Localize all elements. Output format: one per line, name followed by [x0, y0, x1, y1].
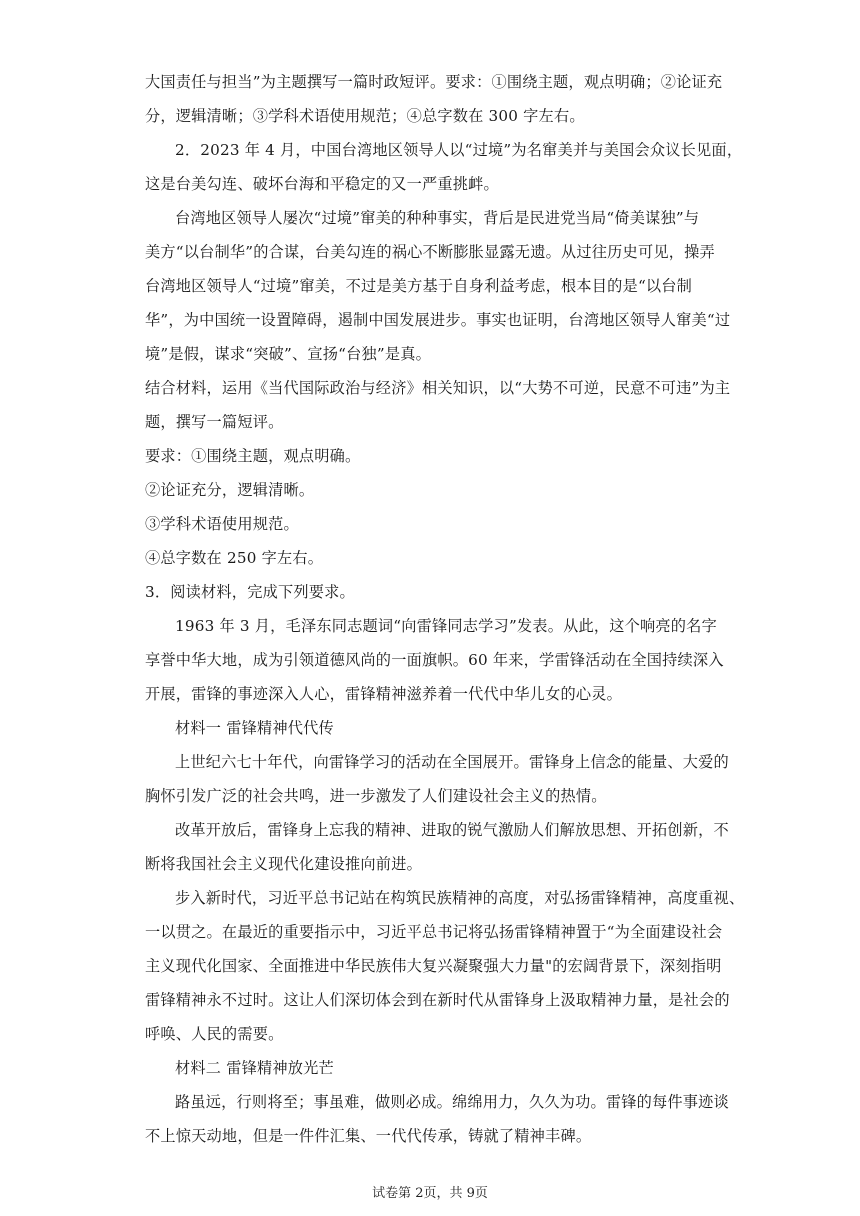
text-line: 呼唤、人民的需要。	[145, 1025, 284, 1043]
text-line: ③学科术语使用规范。	[145, 515, 299, 533]
text-line: 3．阅读材料，完成下列要求。	[145, 583, 355, 601]
text-line: 台湾地区领导人屡次“过境”窜美的种种事实，背后是民进党当局“倚美谋独”与	[175, 209, 700, 227]
text-line: 这是台美勾连、破坏台海和平稳定的又一严重挑衅。	[145, 175, 499, 193]
text-line: 境”是假，谋求“突破”、宣扬“台独”是真。	[145, 345, 432, 363]
text-line: 上世纪六七十年代，向雷锋学习的活动在全国展开。雷锋身上信念的能量、大爱的	[175, 753, 729, 771]
text-line: 要求：①围绕主题，观点明确。	[145, 447, 361, 465]
text-line: 路虽远，行则将至；事虽难，做则必成。绵绵用力，久久为功。雷锋的每件事迹谈	[175, 1093, 729, 1111]
text-line: ②论证充分，逻辑清晰。	[145, 481, 315, 499]
text-line: 主义现代化国家、全面推进中华民族伟大复兴凝聚强大力量"的宏阔背景下，深刻指明	[145, 957, 722, 975]
text-line: 断将我国社会主义现代化建设推向前进。	[145, 855, 422, 873]
text-line: 享誉中华大地，成为引领道德风尚的一面旗帜。60 年来，学雷锋活动在全国持续深入	[145, 651, 724, 669]
text-line: 美方“以台制华”的合谋，台美勾连的祸心不断膨胀显露无遗。从过往历史可见，操弄	[145, 243, 715, 261]
page-footer: 试卷第 2页，共 9页	[372, 1186, 488, 1201]
text-line: 台湾地区领导人“过境”窜美，不过是美方基于自身利益考虑，根本目的是“以台制	[145, 277, 693, 295]
text-line: 开展，雷锋的事迹深入人心，雷锋精神滋养着一代代中华儿女的心灵。	[145, 685, 623, 703]
text-line: 材料二 雷锋精神放光芒	[175, 1059, 334, 1077]
text-line: 改革开放后，雷锋身上忘我的精神、进取的锐气激励人们解放思想、开拓创新，不	[175, 821, 729, 839]
text-line: 胸怀引发广泛的社会共鸣，进一步激发了人们建设社会主义的热情。	[145, 787, 607, 805]
text-line: 材料一 雷锋精神代代传	[175, 719, 334, 737]
text-line: 结合材料，运用《当代国际政治与经济》相关知识，以“大势不可逆，民意不可违”为主	[145, 379, 731, 397]
text-line: 不上惊天动地，但是一件件汇集、一代代传承，铸就了精神丰碑。	[145, 1127, 592, 1145]
text-line: 步入新时代，习近平总书记站在构筑民族精神的高度，对弘扬雷锋精神，高度重视、	[175, 889, 745, 907]
text-line: 华”，为中国统一设置障碍，遏制中国发展进步。事实也证明，台湾地区领导人窜美“过	[145, 311, 731, 329]
text-line: 1963 年 3 月，毛泽东同志题词“向雷锋同志学习”发表。从此，这个响亮的名字	[175, 617, 717, 635]
text-line: 题，撰写一篇短评。	[145, 413, 284, 431]
page-content	[145, 65, 745, 1153]
text-line: ④总字数在 250 字左右。	[145, 549, 324, 567]
text-line: 2．2023 年 4 月，中国台湾地区领导人以“过境”为名窜美并与美国会众议长见面，	[175, 141, 743, 159]
text-line: 雷锋精神永不过时。这让人们深切体会到在新时代从雷锋身上汲取精神力量，是社会的	[145, 991, 730, 1009]
text-line: 一以贯之。在最近的重要指示中，习近平总书记将弘扬雷锋精神置于“为全面建设社会	[145, 923, 723, 941]
text-line: 分，逻辑清晰；③学科术语使用规范；④总字数在 300 字左右。	[145, 107, 585, 125]
text-line: 大国责任与担当”为主题撰写一篇时政短评。要求：①围绕主题，观点明确；②论证充	[145, 73, 723, 91]
